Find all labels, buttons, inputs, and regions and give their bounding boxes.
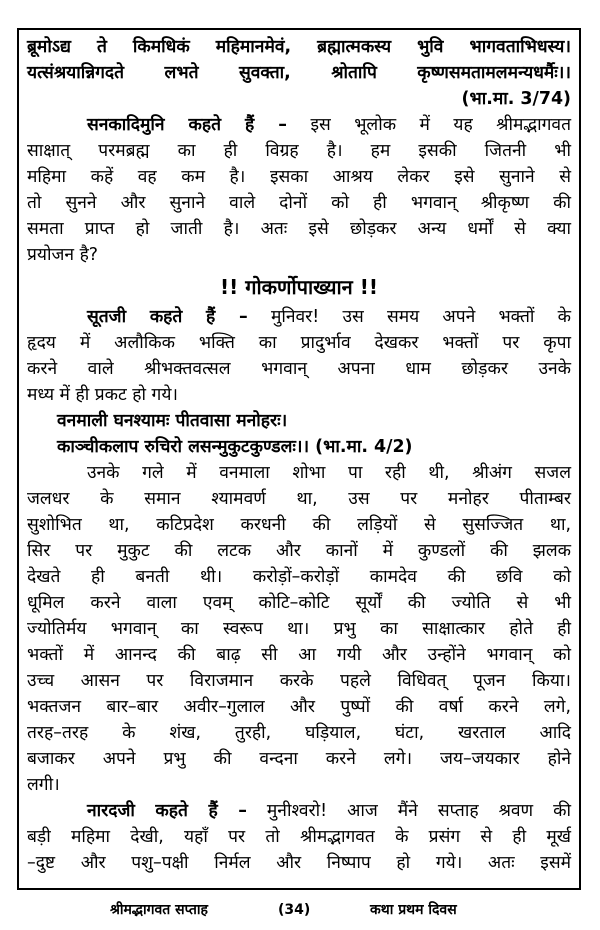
paragraph-line: महिमा कहें वह कम है। इसका आश्रय लेकर इसे सुनाने से xyxy=(27,167,571,187)
paragraph-line: तो सुनने और सुनाने वाले दोनों को ही भगवान् श्रीकृष्ण की xyxy=(27,193,571,213)
paragraph-line: उनके गले में वनमाला शोभा पा रही थी, श्रीअंग सजल xyxy=(87,463,571,483)
paragraph-line: करने वाले श्रीभक्तवत्सल भगवान् अपना धाम छोड़कर उनके xyxy=(27,359,571,379)
paragraph-line: उच्च आसन पर विराजमान करके पहले विधिवत् पूजन किया। xyxy=(27,671,571,691)
paragraph-line: ज्योतिर्मय भगवान् का स्वरूप था। प्रभु का साक्षात्कार होते ही xyxy=(27,619,571,639)
page-frame xyxy=(17,28,581,890)
speaker-label: सनकादिमुनि कहते हैं – xyxy=(87,115,287,135)
paragraph-line: हृदय में अलौकिक भक्ति का प्रादुर्भाव देखकर भक्तों पर कृपा xyxy=(27,333,571,353)
footer-book-title: श्रीमद्भागवत सप्ताह xyxy=(110,902,208,918)
page-footer xyxy=(0,898,600,922)
section-heading: !! गोकर्णोपाख्यान !! xyxy=(220,275,378,299)
paragraph-line: सूतजी कहते हैं – मुनिवर! उस समय अपने भक्तों के xyxy=(87,307,571,327)
paragraph-line: समता प्राप्त हो जाती है। अतः इसे छोड़कर अन्य धर्मों से क्या xyxy=(27,219,571,239)
paragraph-line: सुशोभित था, कटिप्रदेश करधनी की लड़ियों से सुसज्जित था, xyxy=(27,515,571,535)
paragraph-line: सिर पर मुकुट की लटक और कानों में कुण्डलों की झलक xyxy=(27,541,571,561)
verse-reference: (भा.मा. 3/74) xyxy=(461,89,571,109)
footer-chapter-title: कथा प्रथम दिवस xyxy=(370,902,457,918)
verse-line: काञ्चीकलाप रुचिरो लसन्मुकुटकुण्डलः।। (भा.मा. 4/2) xyxy=(57,437,413,457)
paragraph-line: भक्तजन बार–बार अवीर–गुलाल और पुष्पों की वर्षा करने लगे, xyxy=(27,697,571,717)
verse-line: वनमाली घनश्यामः पीतवासा मनोहरः। xyxy=(57,411,288,431)
paragraph-line: बड़ी महिमा देखी, यहाँ पर तो श्रीमद्भागवत के प्रसंग से ही मूर्ख xyxy=(27,827,571,847)
paragraph-line: साक्षात् परमब्रह्म का ही विग्रह है। हम इसकी जितनी भी xyxy=(27,141,571,161)
paragraph-line: भक्तों में आनन्द की बाढ़ सी आ गयी और उन्होंने भगवान् को xyxy=(27,645,571,665)
paragraph-line: नारदजी कहते हैं – मुनीश्वरो! आज मैंने सप्ताह श्रवण की xyxy=(87,801,571,821)
paragraph-line: धूमिल करने वाला एवम् कोटि–कोटि सूर्यों की ज्योति से भी xyxy=(27,593,571,613)
verse-line: ब्रूमोऽद्य ते किमधिकं महिमानमेवं, ब्रह्मात्मकस्य भुवि भागवताभिधस्य। xyxy=(27,37,571,57)
verse-reference: (भा.मा. 4/2) xyxy=(315,437,413,457)
paragraph-line: देखते ही बनती थी। करोड़ों–करोड़ों कामदेव की छवि को xyxy=(27,567,571,587)
speaker-label: सूतजी कहते हैं – xyxy=(87,307,248,327)
paragraph-line: तरह–तरह के शंख, तुरही, घड़ियाल, घंटा, खरताल आदि xyxy=(27,723,571,743)
paragraph-line: जलधर के समान श्यामवर्ण था, उस पर मनोहर पीताम्बर xyxy=(27,489,571,509)
paragraph-line: मध्य में ही प्रकट हो गये। xyxy=(27,385,179,405)
paragraph-line: प्रयोजन है? xyxy=(27,245,99,265)
paragraph-line: सनकादिमुनि कहते हैं – इस भूलोक में यह श्रीमद्भागवत xyxy=(87,115,571,135)
page-number: (34) xyxy=(278,902,311,918)
paragraph-line: बजाकर अपने प्रभु की वन्दना करने लगे। जय–जयकार होने xyxy=(27,749,571,769)
verse-line: यत्संश्रयान्निगदते लभते सुवक्ता, श्रोतापि कृष्णसमतामलमन्यधर्मैः।। xyxy=(27,63,571,83)
speaker-label: नारदजी कहते हैं – xyxy=(87,801,247,821)
paragraph-line: –दुष्ट और पशु–पक्षी निर्मल और निष्पाप हो गये। अतः इसमें xyxy=(27,853,571,873)
paragraph-line: लगी। xyxy=(27,775,60,795)
